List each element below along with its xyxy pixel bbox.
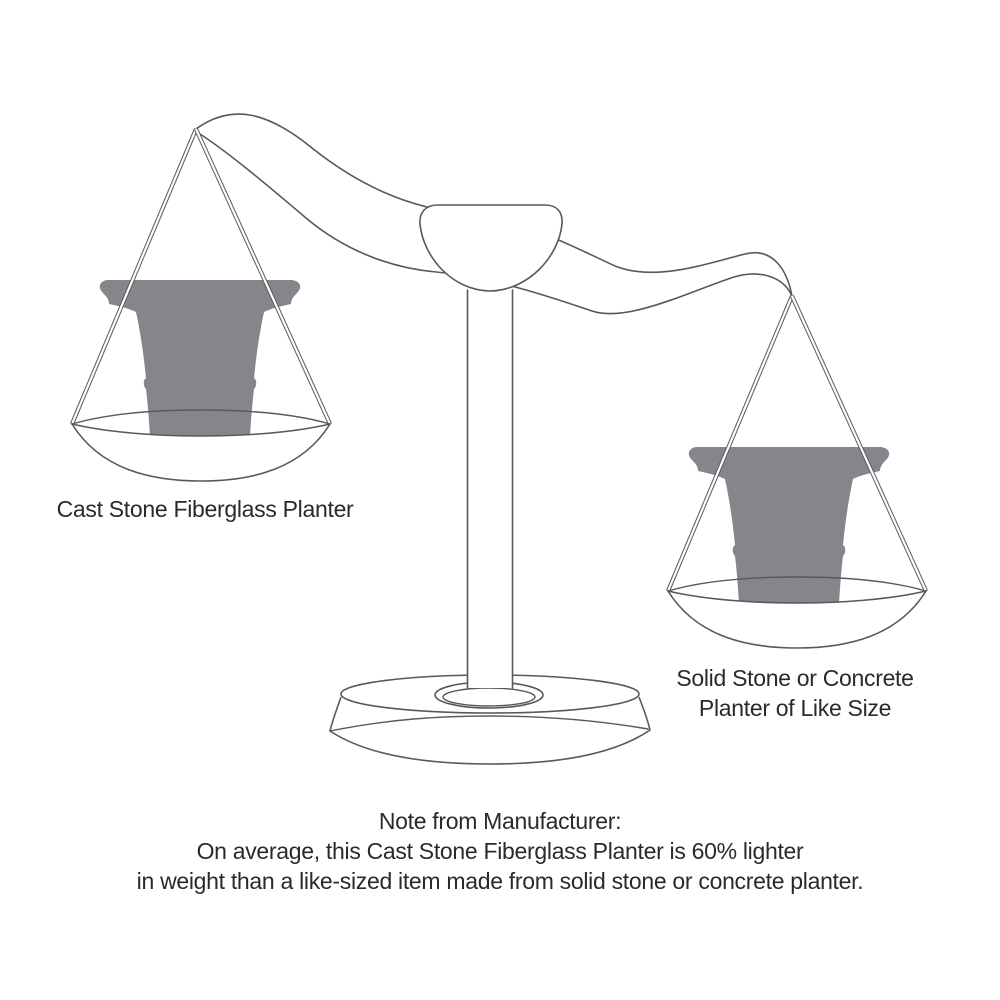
scale-pivot xyxy=(420,205,562,291)
manufacturer-note xyxy=(50,806,950,896)
right-planter-label xyxy=(620,663,970,723)
note-body-line1: On average, this Cast Stone Fiberglass Planter is 60% lighter xyxy=(196,838,804,864)
note-body-line2: in weight than a like-sized item made from solid stone or concrete planter. xyxy=(136,868,864,894)
scale-base xyxy=(330,675,650,764)
left-planter-label: Cast Stone Fiberglass Planter xyxy=(56,496,354,522)
right-pan-group xyxy=(668,296,926,648)
right-planter-label-line1: Solid Stone or Concrete xyxy=(676,665,914,691)
scale-pillar xyxy=(468,288,513,688)
right-planter-label-line2: Planter of Like Size xyxy=(698,695,892,721)
left-pan-group xyxy=(72,129,330,481)
note-heading: Note from Manufacturer: xyxy=(378,808,622,834)
